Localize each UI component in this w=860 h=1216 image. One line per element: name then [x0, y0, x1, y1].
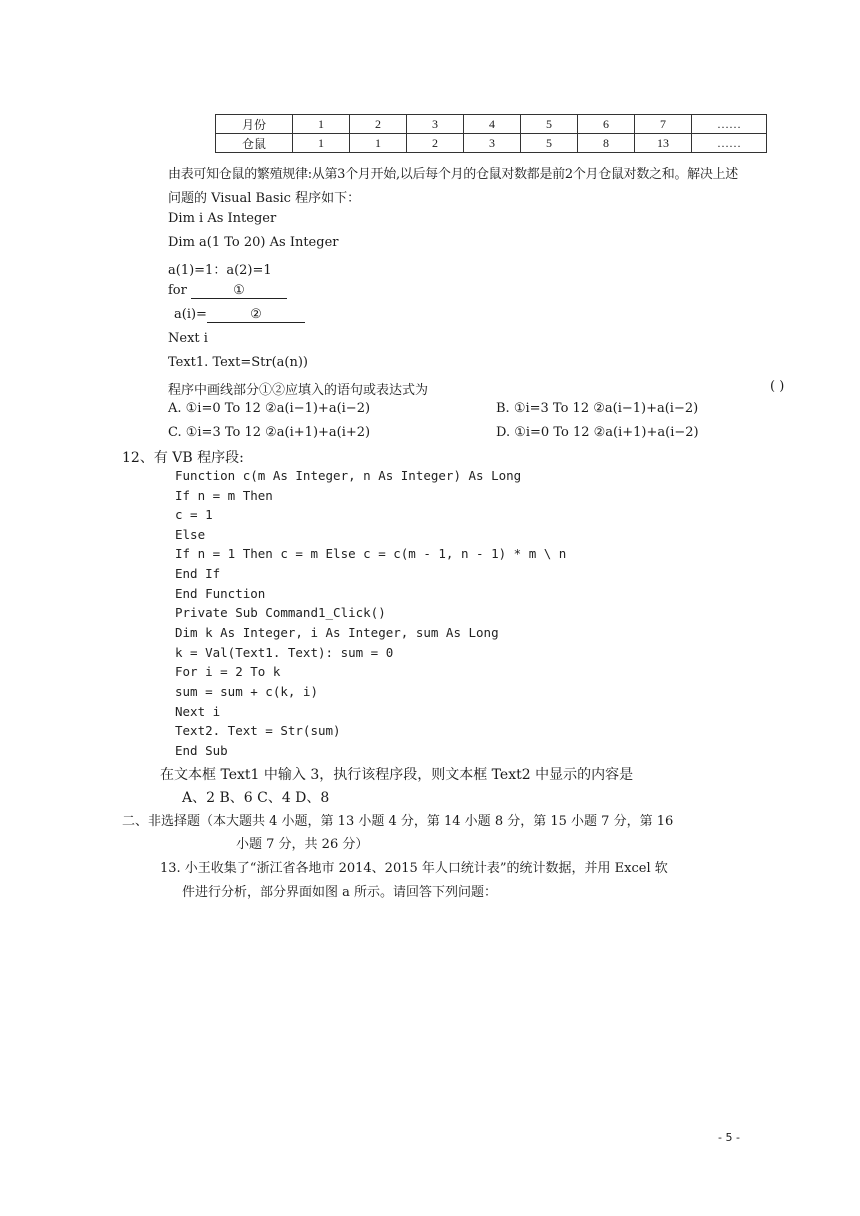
table-cell: 7 [635, 115, 692, 134]
code-line: Private Sub Command1_Click() [175, 605, 386, 620]
q11-code-line: Dim i As Integer [168, 211, 277, 226]
table-cell: 1 [293, 134, 350, 153]
code-line: End If [175, 566, 221, 581]
page-number: - 5 - [718, 1131, 740, 1144]
table-cell: 6 [578, 115, 635, 134]
table-cell: 13 [635, 134, 692, 153]
q11-code-assign: a(i)= [174, 307, 207, 322]
table-cell: 1 [350, 134, 407, 153]
code-line: sum = sum + c(k, i) [175, 684, 318, 699]
code-line: For i = 2 To k [175, 664, 281, 679]
breeding-table [215, 114, 767, 153]
code-line: c = 1 [175, 507, 213, 522]
table-cell: 8 [578, 134, 635, 153]
code-line: Text2. Text = Str(sum) [175, 723, 341, 738]
answer-blank-2: ② [207, 307, 305, 323]
q11-description-line1: 由表可知仓鼠的繁殖规律:从第3个月开始,以后每个月的仓鼠对数都是前2个月仓鼠对数之和。解决上述 [168, 167, 738, 182]
q11-code-keyword: for [168, 283, 187, 298]
code-line: k = Val(Text1. Text): sum = 0 [175, 645, 394, 660]
option-c: C. ①i=3 To 12 ②a(i+1)+a(i+2) [168, 425, 371, 440]
table-row [216, 134, 767, 153]
table-cell: 2 [350, 115, 407, 134]
table-row [216, 115, 767, 134]
q12-question: 在文本框 Text1 中输入 3，执行该程序段，则文本框 Text2 中显示的内容是 [160, 767, 634, 783]
option-d: D. ①i=0 To 12 ②a(i+1)+a(i−2) [496, 425, 699, 440]
q11-code-line: Text1. Text=Str(a(n)) [168, 355, 309, 370]
code-line: Next i [175, 704, 221, 719]
table-cell: 2 [407, 134, 464, 153]
section-heading: 二、非选择题（本大题共 4 小题，第 13 小题 4 分，第 14 小题 8 分，第 15 小题 7 分，第 16 [122, 814, 674, 829]
table-cell: 3 [464, 134, 521, 153]
option-b: B. ①i=3 To 12 ②a(i−1)+a(i−2) [496, 401, 699, 416]
code-line: If n = 1 Then c = m Else c = c(m - 1, n - 1) * m \ n [175, 546, 567, 561]
table-cell: 3 [407, 115, 464, 134]
code-line: If n = m Then [175, 488, 273, 503]
table-cell: …… [692, 134, 767, 153]
section-heading-cont: 小题 7 分，共 26 分） [236, 837, 369, 852]
q13-line1: 13. 小王收集了“浙江省各地市 2014、2015 年人口统计表”的统计数据，并用 Excel 软 [160, 861, 668, 876]
answer-blank-1: ① [191, 283, 287, 299]
answer-parentheses: ( ) [770, 379, 785, 394]
q11-code-line: a(1)=1：a(2)=1 [168, 263, 272, 278]
q11-code-line [168, 283, 287, 299]
table-cell: 仓鼠 [216, 134, 293, 153]
code-line: End Function [175, 586, 266, 601]
q11-code-line: Dim a(1 To 20) As Integer [168, 235, 339, 250]
q11-question: 程序中画线部分①②应填入的语句或表达式为 [168, 383, 429, 398]
table-cell: 4 [464, 115, 521, 134]
table-cell: 5 [521, 115, 578, 134]
table-cell: 1 [293, 115, 350, 134]
q11-code-line [174, 307, 305, 323]
code-line: End Sub [175, 743, 228, 758]
table-cell: 5 [521, 134, 578, 153]
q11-code-line: Next i [168, 331, 208, 346]
q13-line2: 件进行分析，部分界面如图 a 所示。请回答下列问题： [182, 885, 498, 900]
table-cell: 月份 [216, 115, 293, 134]
option-a: A. ①i=0 To 12 ②a(i−1)+a(i−2) [168, 401, 371, 416]
code-line: Function c(m As Integer, n As Integer) As Long [175, 468, 522, 483]
code-line: Dim k As Integer, i As Integer, sum As Long [175, 625, 499, 640]
q12-title: 12、有 VB 程序段: [122, 450, 244, 466]
table-cell: …… [692, 115, 767, 134]
q12-options: A、2 B、6 C、4 D、8 [182, 790, 330, 806]
code-line: Else [175, 527, 206, 542]
q11-description-line2: 问题的 Visual Basic 程序如下： [168, 191, 361, 206]
